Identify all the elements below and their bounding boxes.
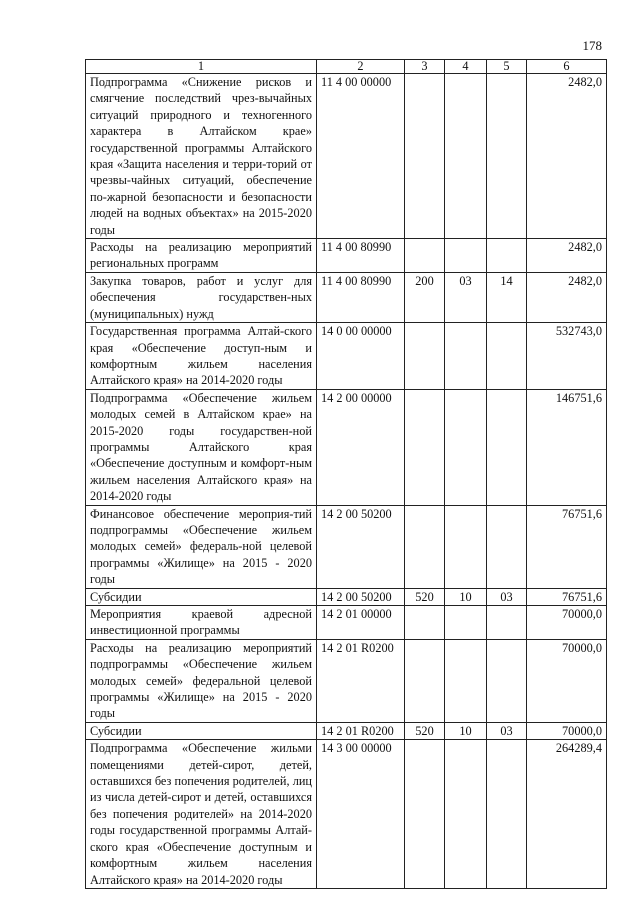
- target-code-cell: 11 4 00 80990: [317, 272, 405, 322]
- item-name-cell: Финансовое обеспечение мероприя-тий подпрограммы «Обеспечение жильем молодых семей» федераль-ной целевой программы «Жилище» на 2015 - 2020 годы: [86, 505, 317, 588]
- subsection-cell: 14: [487, 272, 527, 322]
- amount-cell: 76751,6: [527, 588, 607, 605]
- expense-type-cell: 200: [405, 272, 445, 322]
- amount-cell: 532743,0: [527, 323, 607, 390]
- section-cell: [445, 740, 487, 889]
- target-code-cell: 14 2 00 00000: [317, 389, 405, 505]
- item-name-cell: Подпрограмма «Обеспечение жильем молодых семей в Алтайском крае» на 2015-2020 годы государствен-ной программы Алтайского края «Обеспечение доступным и комфорт-ным жильем населения Алтайского края» на 2014-2020 годы: [86, 389, 317, 505]
- subsection-cell: [487, 740, 527, 889]
- expense-type-cell: [405, 639, 445, 722]
- header-cell: 4: [445, 60, 487, 74]
- table-row: [86, 740, 607, 889]
- subsection-cell: [487, 239, 527, 273]
- amount-cell: 2482,0: [527, 74, 607, 239]
- target-code-cell: 14 2 01 00000: [317, 606, 405, 640]
- subsection-cell: [487, 74, 527, 239]
- target-code-cell: 14 3 00 00000: [317, 740, 405, 889]
- expense-type-cell: [405, 389, 445, 505]
- table-row: [86, 722, 607, 739]
- amount-cell: 70000,0: [527, 639, 607, 722]
- section-cell: [445, 505, 487, 588]
- section-cell: [445, 74, 487, 239]
- table-row: [86, 639, 607, 722]
- section-cell: [445, 389, 487, 505]
- section-cell: 03: [445, 272, 487, 322]
- target-code-cell: 14 2 01 R0200: [317, 639, 405, 722]
- header-cell: 3: [405, 60, 445, 74]
- target-code-cell: 14 2 00 50200: [317, 505, 405, 588]
- expense-type-cell: [405, 239, 445, 273]
- subsection-cell: [487, 505, 527, 588]
- expense-type-cell: [405, 74, 445, 239]
- expense-type-cell: [405, 505, 445, 588]
- amount-cell: 76751,6: [527, 505, 607, 588]
- section-cell: [445, 239, 487, 273]
- subsection-cell: 03: [487, 722, 527, 739]
- page-number: 178: [582, 38, 602, 53]
- amount-cell: 70000,0: [527, 606, 607, 640]
- section-cell: [445, 606, 487, 640]
- expense-type-cell: 520: [405, 588, 445, 605]
- expense-type-cell: [405, 740, 445, 889]
- amount-cell: 146751,6: [527, 389, 607, 505]
- subsection-cell: [487, 639, 527, 722]
- amount-cell: 2482,0: [527, 272, 607, 322]
- subsection-cell: [487, 606, 527, 640]
- item-name-cell: Расходы на реализацию мероприятий региональных программ: [86, 239, 317, 273]
- section-cell: [445, 323, 487, 390]
- header-cell: 2: [317, 60, 405, 74]
- target-code-cell: 14 2 00 50200: [317, 588, 405, 605]
- table-row: [86, 606, 607, 640]
- item-name-cell: Субсидии: [86, 722, 317, 739]
- table-row: [86, 389, 607, 505]
- item-name-cell: Подпрограмма «Обеспечение жильми помещениями детей-сирот, детей, оставшихся без попечения родителей, лиц из числа детей-сирот и детей, оставшихся без попечения родителей» на 2014-2020 годы государственной программы Алтай-ского края «Обеспечение доступным и комфортным жильем населения Алтайского края» на 2014-2020 годы: [86, 740, 317, 889]
- amount-cell: 264289,4: [527, 740, 607, 889]
- amount-cell: 2482,0: [527, 239, 607, 273]
- item-name-cell: Подпрограмма «Снижение рисков и смягчение последствий чрез-вычайных ситуаций природного и техногенного характера в Алтайском крае» государственной программы Алтайского края «Защита населения и терри-торий от чрезвы-чайных ситуаций, обеспечение по-жарной безопасности и безопасности людей на водных объектах» на 2015-2020 годы: [86, 74, 317, 239]
- subsection-cell: [487, 389, 527, 505]
- table-row: [86, 323, 607, 390]
- subsection-cell: 03: [487, 588, 527, 605]
- budget-table: [85, 59, 607, 889]
- header-row: [86, 60, 607, 74]
- item-name-cell: Субсидии: [86, 588, 317, 605]
- target-code-cell: 11 4 00 00000: [317, 74, 405, 239]
- header-cell: 5: [487, 60, 527, 74]
- subsection-cell: [487, 323, 527, 390]
- table-row: [86, 272, 607, 322]
- table-row: [86, 505, 607, 588]
- table-row: [86, 74, 607, 239]
- amount-cell: 70000,0: [527, 722, 607, 739]
- header-cell: 1: [86, 60, 317, 74]
- target-code-cell: 14 0 00 00000: [317, 323, 405, 390]
- header-cell: 6: [527, 60, 607, 74]
- target-code-cell: 14 2 01 R0200: [317, 722, 405, 739]
- item-name-cell: Расходы на реализацию мероприятий подпрограммы «Обеспечение жильем молодых семей» федеральной целевой программы «Жилище» на 2015 - 2020 годы: [86, 639, 317, 722]
- item-name-cell: Закупка товаров, работ и услуг для обеспечения государствен-ных (муниципальных) нужд: [86, 272, 317, 322]
- item-name-cell: Мероприятия краевой адресной инвестиционной программы: [86, 606, 317, 640]
- expense-type-cell: 520: [405, 722, 445, 739]
- section-cell: 10: [445, 588, 487, 605]
- item-name-cell: Государственная программа Алтай-ского края «Обеспечение доступ-ным и комфортным жильем населения Алтайского края» на 2014-2020 годы: [86, 323, 317, 390]
- section-cell: [445, 639, 487, 722]
- table-row: [86, 239, 607, 273]
- table-row: [86, 588, 607, 605]
- section-cell: 10: [445, 722, 487, 739]
- expense-type-cell: [405, 323, 445, 390]
- target-code-cell: 11 4 00 80990: [317, 239, 405, 273]
- expense-type-cell: [405, 606, 445, 640]
